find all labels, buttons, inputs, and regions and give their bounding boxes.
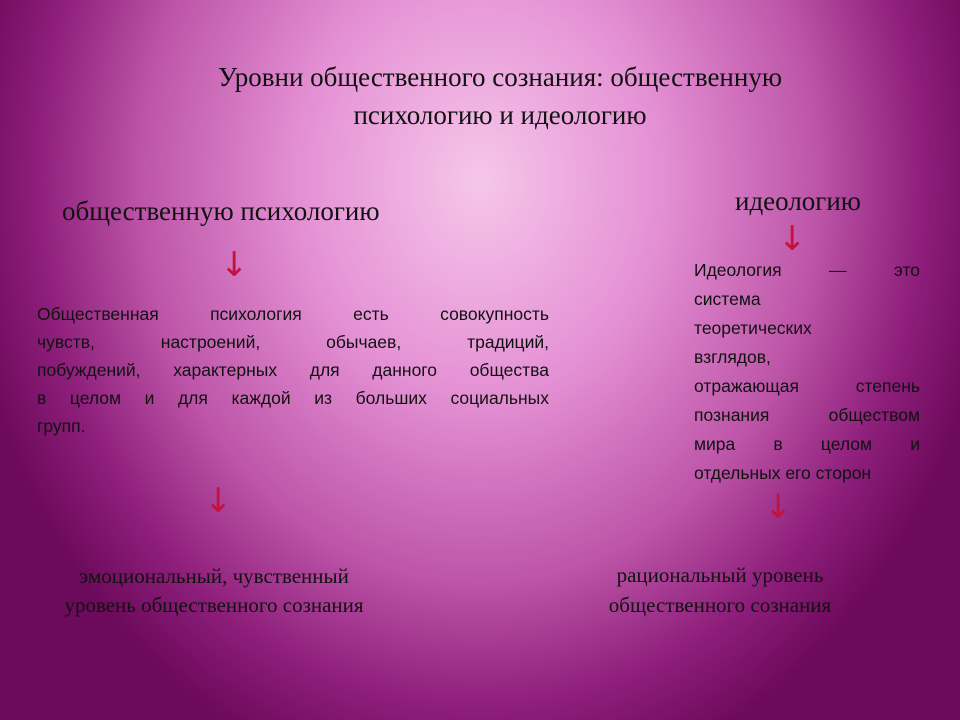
heading-social-psychology: общественную психологию bbox=[62, 196, 380, 226]
definition-line: Идеология — это bbox=[694, 260, 920, 280]
definition-ideology bbox=[694, 256, 920, 488]
down-arrow-icon: ↓ bbox=[204, 481, 233, 521]
conclusion-rational-level bbox=[560, 560, 880, 620]
definition-line: отдельных его сторон bbox=[694, 463, 872, 483]
conclusion-line-1: эмоциональный, чувственный bbox=[79, 564, 349, 588]
down-arrow-icon: ↓ bbox=[220, 245, 249, 285]
conclusion-line-1: рациональный уровень bbox=[616, 563, 824, 587]
definition-line: система bbox=[694, 289, 761, 309]
definition-line: отражающая степень bbox=[694, 376, 920, 396]
down-arrow-icon: ↓ bbox=[778, 219, 807, 259]
definition-line: групп. bbox=[37, 416, 86, 436]
definition-line: Общественная психология есть совокупность bbox=[37, 304, 549, 324]
definition-line: взглядов, bbox=[694, 347, 771, 367]
down-arrow-icon: ↓ bbox=[764, 487, 793, 527]
definition-line: в целом и для каждой из больших социальных bbox=[37, 388, 549, 408]
definition-line: теоретических bbox=[694, 318, 812, 338]
definition-line: мира в целом и bbox=[694, 434, 920, 454]
definition-line: чувств, настроений, обычаев, традиций, bbox=[37, 332, 549, 352]
definition-line: познания обществом bbox=[694, 405, 920, 425]
conclusion-line-2: уровень общественного сознания bbox=[64, 593, 364, 617]
conclusion-line-2: общественного сознания bbox=[608, 593, 832, 617]
definition-line: побуждений, характерных для данного общества bbox=[37, 360, 549, 380]
conclusion-emotional-level bbox=[14, 562, 414, 620]
title-line-1: Уровни общественного сознания: общественную bbox=[218, 62, 782, 92]
definition-social-psychology bbox=[37, 300, 549, 440]
slide-title bbox=[120, 58, 880, 134]
title-line-2: психологию и идеологию bbox=[353, 100, 647, 130]
heading-ideology: идеологию bbox=[735, 186, 861, 216]
